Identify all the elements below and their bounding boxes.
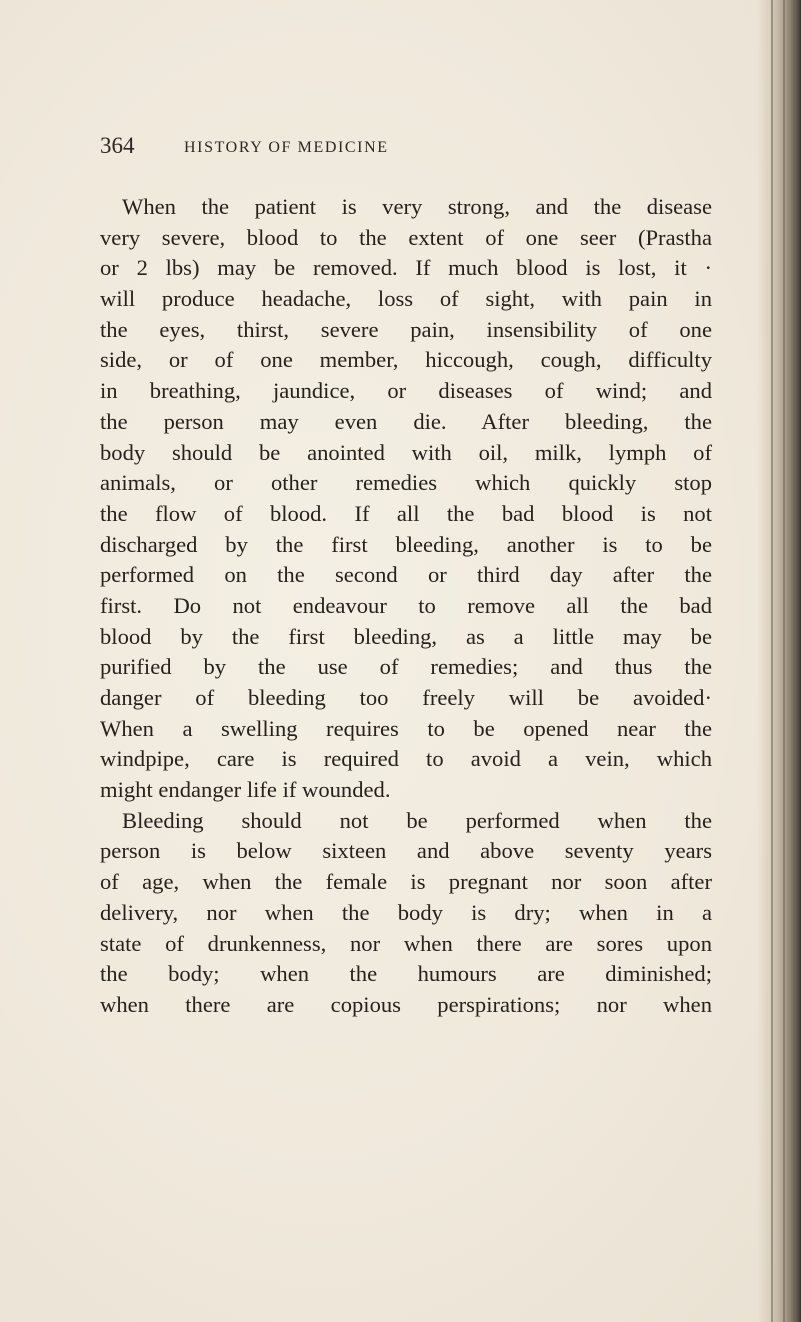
text-line: or 2 lbs) may be removed. If much blood is lost, it · <box>100 255 712 281</box>
edge-line <box>783 0 785 1322</box>
running-title: HISTORY OF MEDICINE <box>184 139 389 156</box>
text-line: of age, when the female is pregnant nor soon after <box>100 869 712 895</box>
text-line: purified by the use of remedies; and thus the <box>100 654 712 680</box>
text-line: state of drunkenness, nor when there are sores upon <box>100 930 712 956</box>
text-line: side, or of one member, hiccough, cough, difficulty <box>100 347 712 373</box>
page-binding-edge <box>757 0 801 1322</box>
edge-line <box>771 0 773 1322</box>
page-number: 364 <box>100 133 135 158</box>
text-line: first. Do not endeavour to remove all the bad <box>100 592 712 618</box>
text-line: delivery, nor when the body is dry; when in a <box>100 899 712 925</box>
text-line: will produce headache, loss of sight, with pain in <box>100 286 712 312</box>
text-line: body should be anointed with oil, milk, lymph of <box>100 439 712 465</box>
text-line: the flow of blood. If all the bad blood is not <box>100 500 712 526</box>
text-line: Bleeding should not be performed when the <box>122 807 712 833</box>
text-line: animals, or other remedies which quickly stop <box>100 470 712 496</box>
text-line: danger of bleeding too freely will be avoided· <box>100 685 712 710</box>
text-line: When the patient is very strong, and the disease <box>122 194 712 219</box>
text-line: person is below sixteen and above seventy years <box>100 838 712 864</box>
text-line: the person may even die. After bleeding, the <box>100 408 712 434</box>
body-text <box>100 192 712 1021</box>
edge-line <box>793 0 795 1322</box>
text-line: performed on the second or third day after the <box>100 562 712 588</box>
text-line: When a swelling requires to be opened near the <box>100 715 712 741</box>
text-line: windpipe, care is required to avoid a vein, which <box>100 746 712 772</box>
text-line: the eyes, thirst, severe pain, insensibility of one <box>100 316 712 342</box>
text-line: very severe, blood to the extent of one seer (Prastha <box>100 224 712 250</box>
text-line: discharged by the first bleeding, another is to be <box>100 531 712 557</box>
text-line: the body; when the humours are diminished; <box>100 961 712 987</box>
text-line: might endanger life if wounded. <box>100 777 391 803</box>
text-line: when there are copious perspirations; nor when <box>100 991 712 1017</box>
page-header <box>100 133 740 173</box>
text-line: blood by the first bleeding, as a little may be <box>100 623 712 649</box>
text-line: in breathing, jaundice, or diseases of wind; and <box>100 378 712 404</box>
